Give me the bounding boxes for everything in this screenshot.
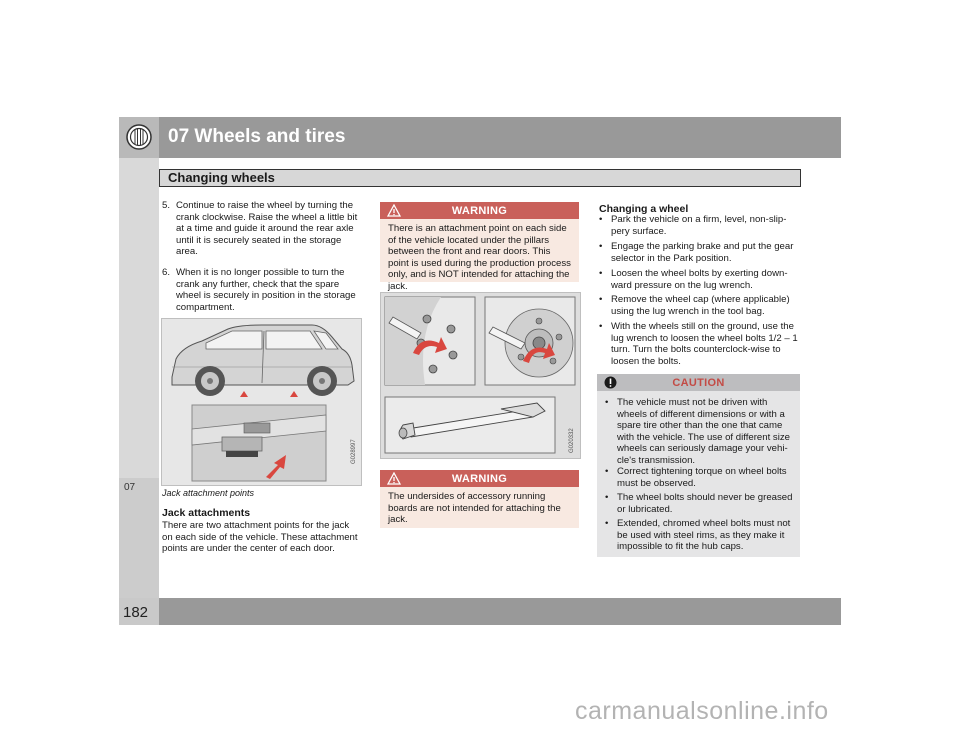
bullet-dot: • [605,492,609,503]
list-item [605,518,795,553]
jack-points-figure [161,318,362,486]
bullet-text: Engage the parking brake and put the gear selector in the Park position. [611,241,794,264]
caution-box [597,374,800,557]
bullet-text: Remove the wheel cap (where applicable) using the lug wrench in the tool bag. [611,294,790,317]
list-item [605,492,795,515]
step-number: 6. [162,267,171,278]
wheel-icon [126,124,152,150]
caution-label: CAUTION [672,377,725,389]
bullet-text: The wheel bolts should never be greased or lubricated. [617,492,793,515]
bullet-dot: • [599,294,603,305]
warning-box [380,202,579,292]
chapter-title: 07 Wheels and tires [168,126,346,147]
list-item [599,294,801,317]
figure-code: G028997 [351,439,357,464]
warning-label: WARNING [451,473,508,485]
bullet-text: With the wheels still on the ground, use the lug wrench to loosen the wheel bolts 1/2 – 1 turn. Turn the bolts counterclock-wise to loosen the bolts. [611,321,798,367]
wheel-bolt-illustration [381,293,580,458]
list-item [599,321,801,367]
figure-caption: Jack attachment points [162,488,255,498]
car-illustration [162,319,361,485]
bullet-dot: • [599,241,603,252]
list-item [605,466,795,489]
chapter-tab-number: 07 [124,482,136,493]
bullet-dot: • [605,518,609,529]
lug-wrench-figure [380,292,581,459]
watermark: carmanualsonline.info [575,697,829,725]
bullet-dot: • [599,268,603,279]
page-number: 182 [123,604,149,621]
step-text: When it is no longer possible to turn the crank any further, check that the spare wheel is securely in position in the storage compartment. [176,267,356,313]
step-text: Continue to raise the wheel by turning the crank clockwise. Raise the wheel a little bit at a time and guide it around the rear axle until it is securely seated in the storage area. [176,200,358,258]
bullet-dot: • [605,397,609,408]
list-item [599,214,801,237]
bullet-text: Extended, chromed wheel bolts must not be used with steel rims, as they make it impossible to fit the hub caps. [617,518,791,553]
caution-header [597,374,800,391]
bullet-dot: • [605,466,609,477]
jack-heading: Jack attachments [162,507,251,519]
warning-header [380,470,579,487]
warning-box [380,470,579,528]
chapter-tab [119,478,159,599]
section-title: Changing wheels [168,170,275,185]
bullet-dot: • [599,321,603,332]
warning-text: There is an attachment point on each side of the vehicle located under the pillars between the front and rear doors. This point is used during the production process only, and is NOT intended for attaching the jack. [388,223,571,292]
changing-wheel-heading: Changing a wheel [599,203,689,215]
bullet-text: Park the vehicle on a firm, level, non-slip-pery surface. [611,214,787,237]
step-number: 5. [162,200,171,211]
bullet-dot: • [599,214,603,225]
list-item [162,200,362,258]
list-item [605,397,795,467]
figure-code: G020332 [569,428,575,453]
list-item [599,241,801,264]
bullet-text: Correct tightening torque on wheel bolts must be observed. [617,466,787,489]
jack-text: There are two attachment points for the jack on each side of the vehicle. These attachment points are under the center of each door. [162,520,358,555]
list-item [162,267,362,313]
warning-header [380,202,579,219]
warning-label: WARNING [451,205,508,217]
warning-text: The undersides of accessory running boards are not intended for attaching the jack. [388,491,561,526]
bullet-text: The vehicle must not be driven with wheels of different dimensions or with a spare tire other than the one that came with the vehicle. The use of different size wheels can seriously damage your vehi-cle's transmission. [617,397,790,466]
bullet-text: Loosen the wheel bolts by exerting down-ward pressure on the lug wrench. [611,268,788,291]
footer-bar [159,598,841,625]
list-item [599,268,801,291]
